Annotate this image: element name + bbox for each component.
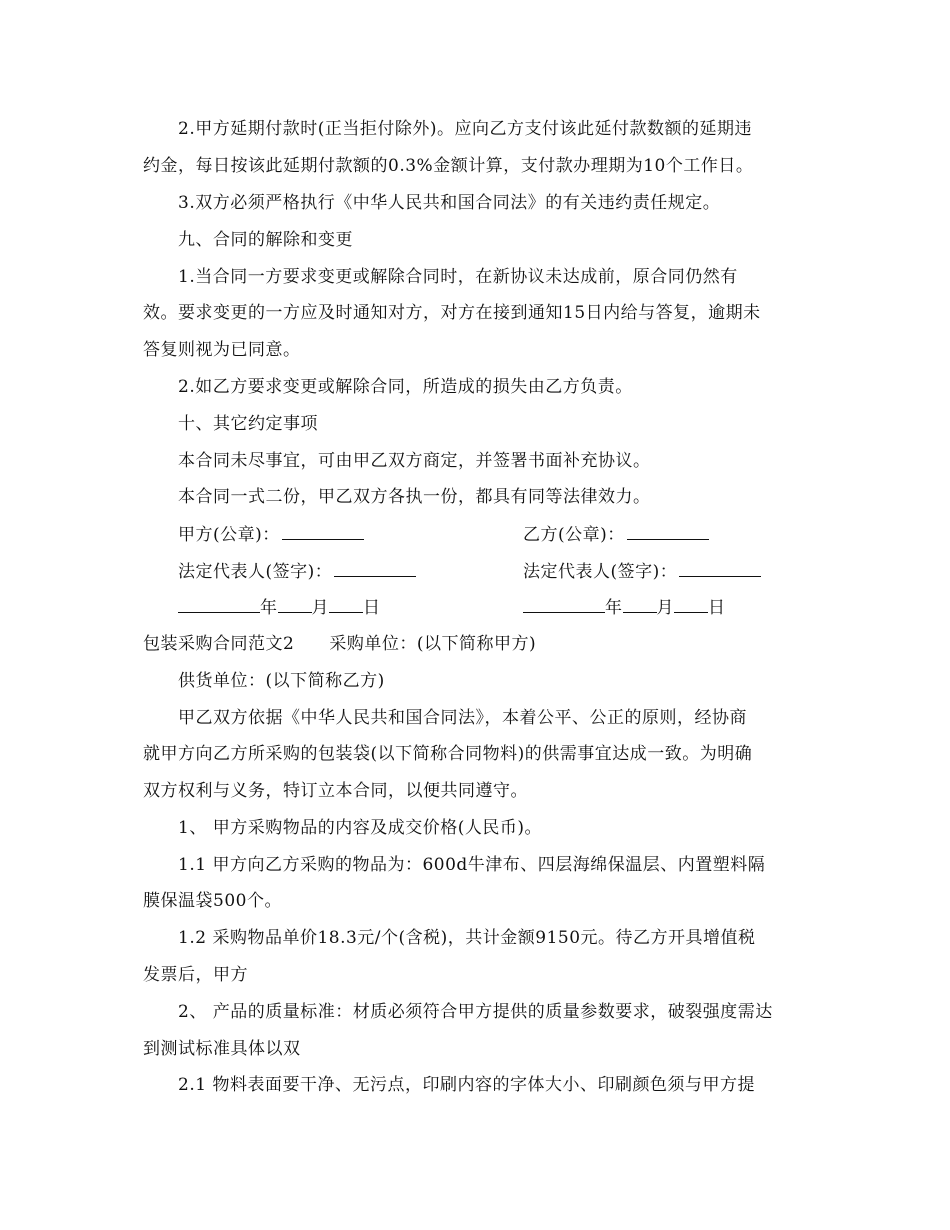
party-b-seal: [523, 523, 709, 546]
paragraph-termination-line1: 1.当合同一方要求变更或解除合同时，在新协议未达成前，原合同仍然有: [178, 267, 738, 287]
party-b-date: [523, 596, 726, 619]
second-contract-title: 包装采购合同范文2 采购单位：(以下简称甲方): [143, 634, 537, 654]
party-b-year-blank: [523, 596, 605, 613]
section-heading-10: 十、其它约定事项: [178, 414, 318, 434]
supplier-line: 供货单位：(以下简称乙方): [178, 671, 385, 691]
party-a-seal: [178, 523, 364, 546]
party-a-day-label: 日: [363, 598, 381, 618]
party-b-day-blank: [674, 596, 708, 613]
party-a-month-blank: [278, 596, 312, 613]
party-b-month-label: 月: [656, 598, 674, 618]
section-2-line1: 2、 产品的质量标准：材质必须符合甲方提供的质量参数要求，破裂强度需达: [178, 1002, 773, 1022]
party-b-representative: [523, 560, 761, 583]
party-a-date: [178, 596, 381, 619]
party-b-rep-label: 法定代表人(签字)：: [523, 562, 678, 582]
clause-1-1-line2: 膜保温袋500个。: [143, 891, 282, 911]
intro-line1: 甲乙双方依据《中华人民共和国合同法》，本着公平、公正的原则，经协商: [178, 708, 747, 728]
section-heading-9: 九、合同的解除和变更: [178, 230, 353, 250]
clause-2-1: 2.1 物料表面要干净、无污点，印刷内容的字体大小、印刷颜色须与甲方提: [178, 1075, 755, 1095]
party-a-year-label: 年: [260, 598, 278, 618]
paragraph-copies: 本合同一式二份，甲乙双方各执一份，都具有同等法律效力。: [178, 487, 651, 507]
paragraph-termination-line3: 答复则视为已同意。: [143, 340, 301, 360]
party-a-year-blank: [178, 596, 260, 613]
party-a-month-label: 月: [311, 598, 329, 618]
paragraph-late-payment-line1: 2.甲方延期付款时(正当拒付除外)。应向乙方支付该此延付款数额的延期违: [178, 119, 752, 139]
party-b-day-label: 日: [708, 598, 726, 618]
party-b-seal-blank: [627, 523, 709, 540]
party-a-rep-label: 法定代表人(签字)：: [178, 562, 333, 582]
party-a-seal-label: 甲方(公章)：: [178, 525, 280, 545]
party-a-rep-blank: [334, 560, 416, 577]
clause-1-1-line1: 1.1 甲方向乙方采购的物品为：600d牛津布、四层海绵保温层、内置塑料隔: [178, 855, 766, 875]
paragraph-late-payment-line2: 约金，每日按该此延期付款额的0.3%金额计算，支付款办理期为10个工作日。: [143, 156, 754, 176]
paragraph-supplementary: 本合同未尽事宜，可由甲乙双方商定，并签署书面补充协议。: [178, 451, 651, 471]
paragraph-party-b-loss: 2.如乙方要求变更或解除合同，所造成的损失由乙方负责。: [178, 377, 633, 397]
section-2-line2: 到测试标准具体以双: [143, 1039, 301, 1059]
party-a-representative: [178, 560, 416, 583]
paragraph-liability-rule: 3.双方必须严格执行《中华人民共和国合同法》的有关违约责任规定。: [178, 193, 721, 213]
party-b-rep-blank: [679, 560, 761, 577]
party-a-day-blank: [329, 596, 363, 613]
clause-1-2-line2: 发票后，甲方: [143, 965, 248, 985]
party-b-month-blank: [623, 596, 657, 613]
party-b-seal-label: 乙方(公章)：: [523, 525, 625, 545]
party-b-year-label: 年: [605, 598, 623, 618]
party-a-seal-blank: [282, 523, 364, 540]
section-1-heading: 1、 甲方采购物品的内容及成交价格(人民币)。: [178, 818, 542, 838]
intro-line3: 双方权利与义务，特订立本合同，以便共同遵守。: [143, 781, 528, 801]
paragraph-termination-line2: 效。要求变更的一方应及时通知对方，对方在接到通知15日内给与答复，逾期未: [143, 303, 761, 323]
intro-line2: 就甲方向乙方所采购的包装袋(以下简称合同物料)的供需事宜达成一致。为明确: [143, 744, 753, 764]
clause-1-2-line1: 1.2 采购物品单价18.3元/个(含税)，共计金额9150元。待乙方开具增值税: [178, 928, 756, 948]
